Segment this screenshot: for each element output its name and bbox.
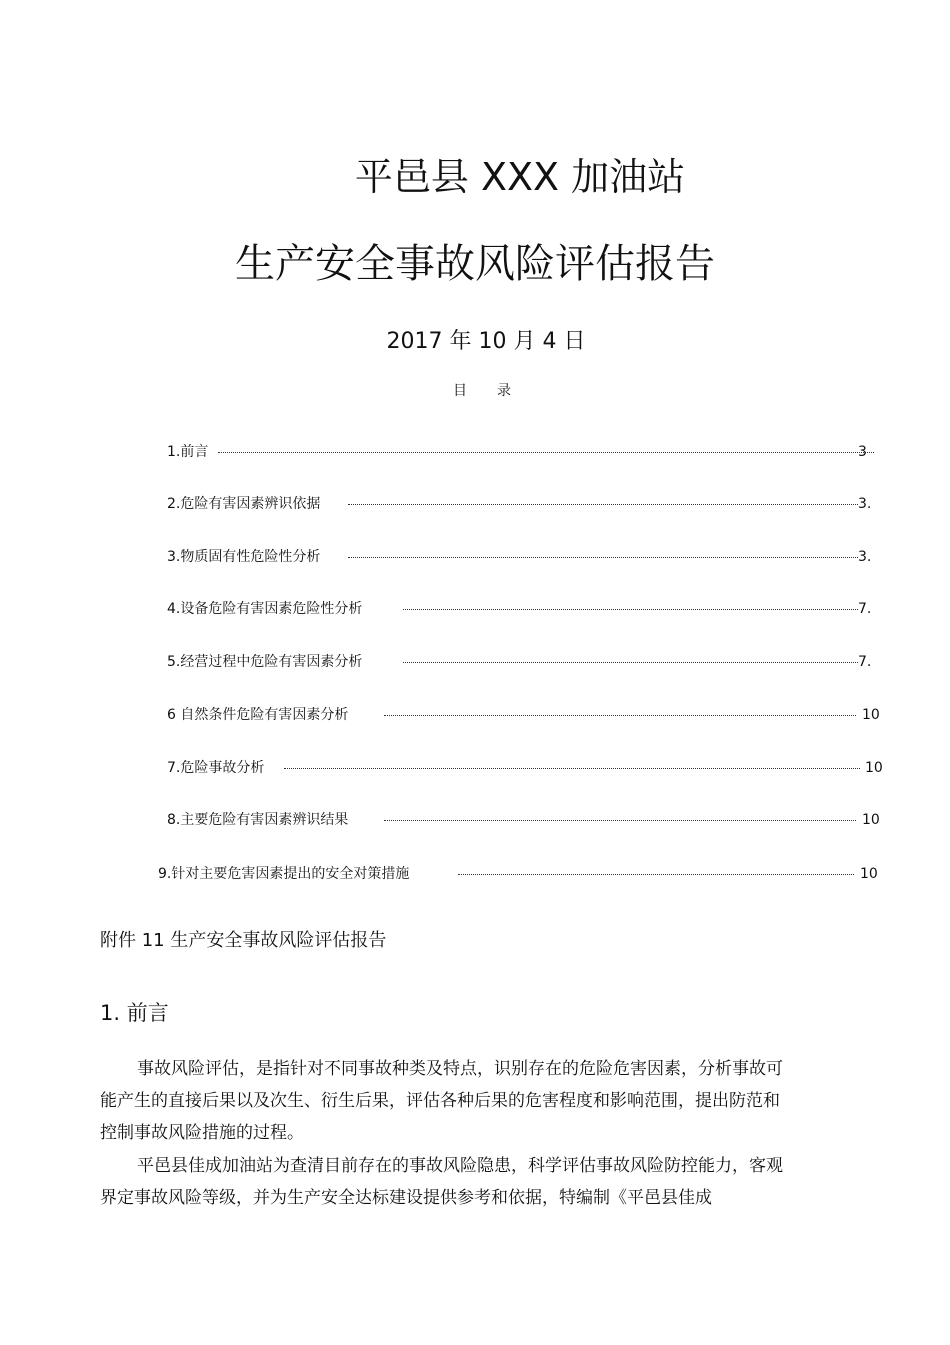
toc-leader-dots <box>403 609 858 610</box>
toc-item-page: 3. <box>858 549 872 565</box>
toc-leader-dots <box>384 820 856 821</box>
toc-item-page: 3. <box>858 496 872 512</box>
toc-leader-dots <box>348 504 858 505</box>
toc-leader-dots <box>218 452 874 453</box>
report-date: 2017 年 10 月 4 日 <box>386 329 586 354</box>
toc-leader-dots <box>403 662 858 663</box>
toc-item-label: 3.物质固有性危险性分析 <box>167 549 321 565</box>
toc-leader-dots <box>458 874 854 875</box>
toc-item-page: 3 <box>858 444 867 460</box>
toc-item-label: 2.危险有害因素辨识依据 <box>167 496 321 512</box>
body-paragraph: 事故风险评估，是指针对不同事故种类及特点，识别存在的危险危害因素，分析事故可能产生的直接后果以及次生、衍生后果，评估各种后果的危害程度和影响范围，提出防范和控制事故风险措施的过程。 <box>100 1059 783 1143</box>
report-title-line-2: 生产安全事故风险评估报告 <box>235 241 715 287</box>
toc-item-label: 5.经营过程中危险有害因素分析 <box>167 654 363 670</box>
toc-item-label: 6 自然条件危险有害因素分析 <box>167 707 349 723</box>
toc-leader-dots <box>348 557 858 558</box>
toc-item-label: 8.主要危险有害因素辨识结果 <box>167 812 349 828</box>
toc-item-page: 10 <box>862 707 880 723</box>
toc-item-page: 10 <box>860 866 878 882</box>
report-title-line-1: 平邑县 XXX 加油站 <box>354 155 686 199</box>
section-heading: 1. 前言 <box>100 1001 169 1025</box>
toc-item-label: 9.针对主要危害因素提出的安全对策措施 <box>158 866 410 882</box>
toc-item-label: 4.设备危险有害因素危险性分析 <box>167 601 363 617</box>
body-paragraph: 平邑县佳成加油站为查清目前存在的事故风险隐患，科学评估事故风险防控能力，客观界定事故风险等级，并为生产安全达标建设提供参考和依据，特编制《平邑县佳成 <box>100 1156 783 1208</box>
toc-item-page: 10 <box>865 760 883 776</box>
toc-leader-dots <box>384 715 856 716</box>
toc-item-label: 1.前言 <box>167 444 209 460</box>
toc-item-page: 7. <box>858 601 872 617</box>
toc-leader-dots <box>284 768 860 769</box>
toc-item-page: 7. <box>858 654 872 670</box>
toc-item-label: 7.危险事故分析 <box>167 760 265 776</box>
appendix-heading: 附件 11 生产安全事故风险评估报告 <box>100 930 387 951</box>
toc-item-page: 10 <box>862 812 880 828</box>
toc-heading: 目录 <box>453 383 541 399</box>
